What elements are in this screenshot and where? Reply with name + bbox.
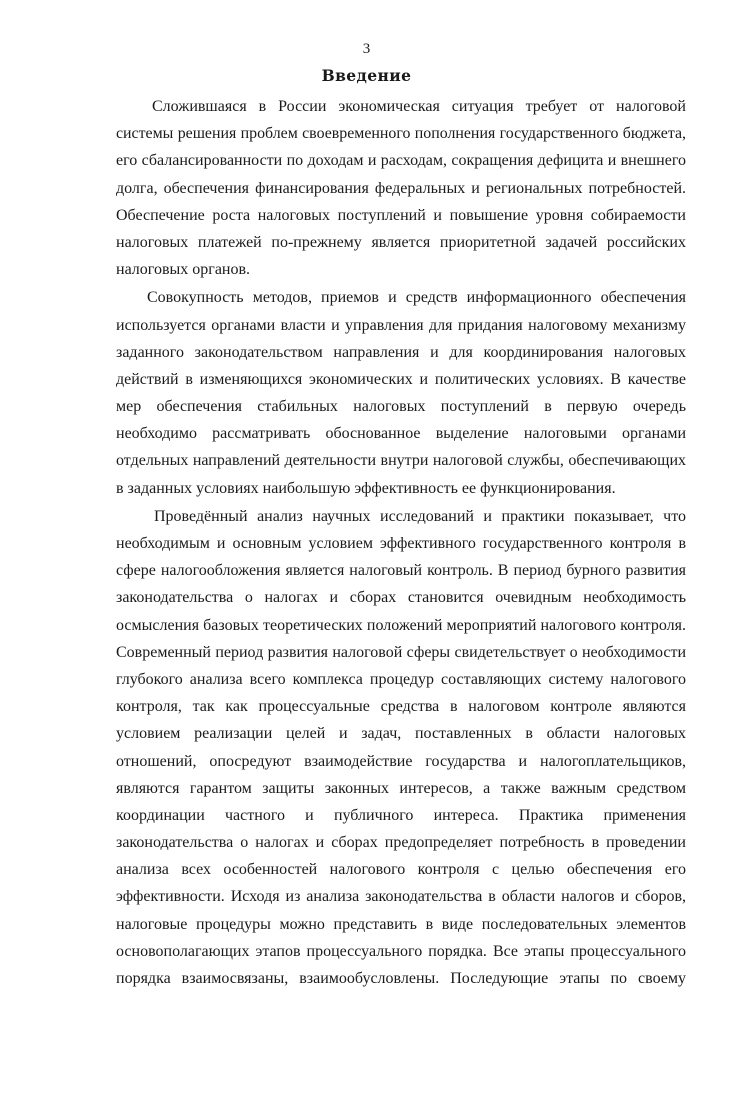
text-line: долга, обеспечения финансирования федеральных и региональных потребностей. (116, 179, 686, 197)
text-line: в заданных условиях наибольшую эффективность ее функционирования. (116, 479, 616, 497)
text-line: необходимым и основным условием эффективного государственного контроля в (116, 535, 686, 552)
text-line: законодательства о налогах и сборах предопределяет потребность в проведении (116, 834, 686, 852)
text-line: основополагающих этапов процессуального порядка. Все этапы процессуального (116, 942, 686, 960)
text-line: координации частного и публичного интереса. Практика применения (116, 806, 686, 824)
text-line: контроля, так как процессуальные средства в налоговом контроле являются (116, 698, 686, 716)
text-line: отдельных направлений деятельности внутри налоговой службы, обеспечивающих (116, 452, 686, 470)
text-line: налоговых органов. (116, 261, 251, 279)
text-line: являются гарантом защиты законных интересов, а также важным средством (116, 779, 686, 797)
text-line: Современный период развития налоговой сферы свидетельствует о необходимости (116, 643, 686, 661)
paragraph-1 (116, 93, 686, 283)
text-line: законодательства о налогах и сборах становится очевидным необходимость (116, 589, 686, 607)
text-line: используется органами власти и управления для придания налоговому механизму (116, 316, 686, 334)
text-line: действий в изменяющихся экономических и политических условиях. В качестве (116, 370, 686, 388)
text-line: системы решения проблем своевременного пополнения государственного бюджета, (116, 125, 686, 143)
paragraph-3 (116, 503, 686, 992)
section-heading: Введение (321, 66, 412, 85)
text-line: порядка взаимосвязаны, взаимообусловлены. Последующие этапы по своему (116, 970, 686, 987)
text-line: мер обеспечения стабильных налоговых поступлений в первую очередь (116, 398, 686, 416)
body-text (116, 93, 686, 992)
text-line: условием реализации целей и задач, поставленных в области налоговых (116, 725, 686, 743)
text-line: налоговые процедуры можно представить в виде последовательных элементов (116, 915, 686, 933)
text-line: необходимо рассматривать обоснованное выделение налоговыми органами (116, 425, 686, 443)
paragraph-2 (116, 284, 686, 502)
text-line: Обеспечение роста налоговых поступлений и повышение уровня собираемости (116, 206, 686, 224)
text-line: сфере налогообложения является налоговый контроль. В период бурного развития (116, 562, 686, 580)
text-line: осмысления базовых теоретических положений мероприятий налогового контроля. (116, 616, 686, 634)
page-number: 3 (362, 41, 371, 57)
text-line: налоговых платежей по-прежнему является приоритетной задачей российских (116, 233, 686, 251)
text-line: Проведённый анализ научных исследований и практики показывает, что (154, 507, 686, 525)
text-line: его сбалансированности по доходам и расходам, сокращения дефицита и внешнего (116, 152, 686, 170)
text-line: Совокупность методов, приемов и средств информационного обеспечения (147, 289, 686, 307)
text-line: Сложившаяся в России экономическая ситуация требует от налоговой (152, 98, 686, 115)
text-line: отношений, опосредуют взаимодействие государства и налогоплательщиков, (116, 752, 686, 770)
text-line: эффективности. Исходя из анализа законодательства в области налогов и сборов, (116, 888, 686, 906)
text-line: глубокого анализа всего комплекса процедур составляющих систему налогового (116, 670, 686, 688)
text-line: анализа всех особенностей налогового контроля с целью обеспечения его (116, 861, 686, 879)
text-line: заданного законодательством направления и для координирования налоговых (116, 343, 686, 361)
